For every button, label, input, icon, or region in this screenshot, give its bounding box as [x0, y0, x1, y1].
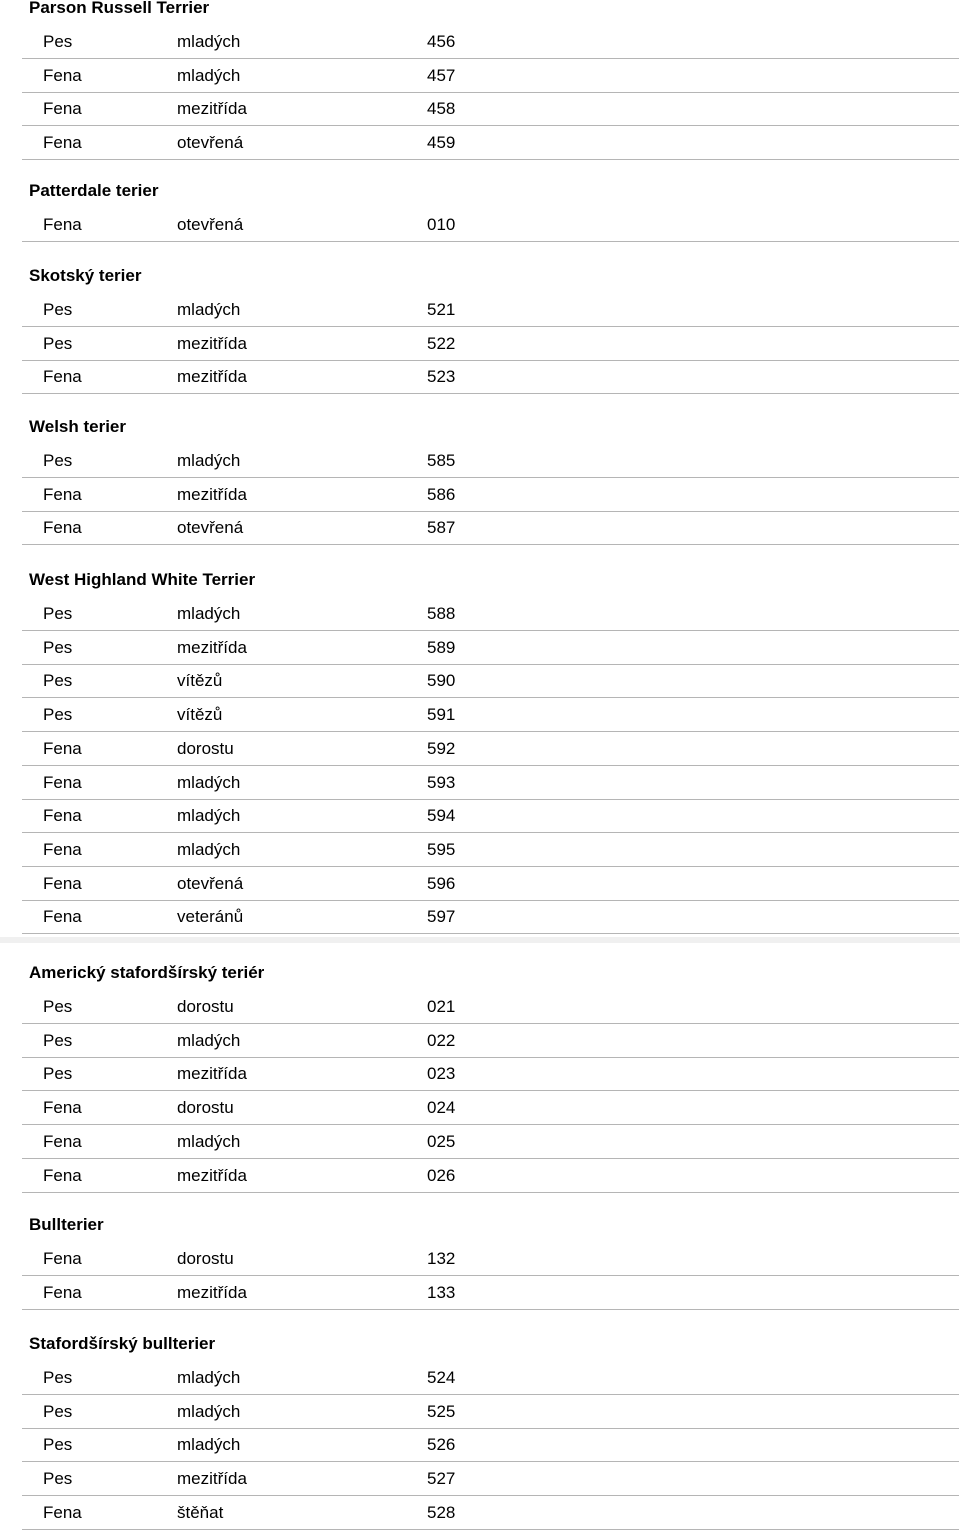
entry-class: mladých [177, 300, 241, 319]
entry-sex: Pes [43, 451, 73, 470]
entry-sex: Pes [43, 1435, 73, 1454]
entry-class: mezitřída [177, 1166, 247, 1185]
entry-class: mladých [177, 604, 241, 623]
entry-row [22, 511, 959, 545]
entry-number: 525 [427, 1402, 456, 1421]
entry-row [22, 664, 959, 698]
entry-number: 527 [427, 1469, 456, 1488]
entry-number: 526 [427, 1435, 456, 1454]
breed-heading: Parson Russell Terrier [29, 0, 210, 17]
entry-sex: Pes [43, 997, 73, 1016]
breed-heading: Patterdale terier [29, 181, 159, 200]
entry-number: 521 [427, 300, 456, 319]
entry-number: 010 [427, 215, 456, 234]
entry-number: 593 [427, 773, 456, 792]
entry-sex: Pes [43, 604, 73, 623]
entry-class: mezitřída [177, 638, 247, 657]
entry-sex: Pes [43, 334, 73, 353]
entry-row [22, 900, 959, 934]
entry-row [22, 25, 959, 59]
entry-number: 596 [427, 874, 456, 893]
breed-heading: Welsh terier [29, 417, 127, 436]
entry-row [22, 833, 959, 867]
entry-number: 590 [427, 671, 456, 690]
breed-heading: Bullterier [29, 1215, 104, 1234]
row-divider [22, 933, 959, 934]
entry-class: mladých [177, 840, 241, 859]
entry-sex: Fena [43, 66, 82, 85]
entry-row [22, 867, 959, 901]
entry-class: dorostu [177, 1249, 234, 1268]
row-divider [22, 1309, 959, 1310]
entry-number: 459 [427, 133, 456, 152]
entry-class: otevřená [177, 518, 244, 537]
entry-sex: Pes [43, 705, 73, 724]
entry-number: 522 [427, 334, 456, 353]
entry-class: mladých [177, 1031, 241, 1050]
entry-row [22, 1276, 959, 1310]
entry-number: 524 [427, 1368, 456, 1387]
entry-sex: Fena [43, 367, 82, 386]
entry-sex: Fena [43, 1249, 82, 1268]
entry-number: 585 [427, 451, 456, 470]
entry-number: 586 [427, 485, 456, 504]
entry-row [22, 1462, 959, 1496]
row-divider [22, 1529, 959, 1530]
entry-class: mladých [177, 1402, 241, 1421]
entry-row [22, 1125, 959, 1159]
entry-number: 021 [427, 997, 456, 1016]
entry-number: 588 [427, 604, 456, 623]
entry-row [22, 126, 959, 160]
entry-class: mezitřída [177, 99, 247, 118]
entry-class: mezitřída [177, 1064, 247, 1083]
entry-row [22, 1496, 959, 1530]
entry-number: 022 [427, 1031, 456, 1050]
row-divider [22, 159, 959, 160]
entry-class: mladých [177, 806, 241, 825]
entry-sex: Fena [43, 485, 82, 504]
entry-number: 132 [427, 1249, 456, 1268]
entry-row [22, 59, 959, 93]
entry-sex: Fena [43, 1503, 82, 1522]
entry-class: otevřená [177, 215, 244, 234]
row-divider [22, 393, 959, 394]
entry-row [22, 1057, 959, 1091]
entry-row [22, 698, 959, 732]
entry-sex: Pes [43, 1031, 73, 1050]
entry-row [22, 208, 959, 242]
entry-number: 595 [427, 840, 456, 859]
entry-number: 528 [427, 1503, 456, 1522]
entry-number: 594 [427, 806, 456, 825]
entry-sex: Fena [43, 907, 82, 926]
entry-number: 591 [427, 705, 456, 724]
entry-number: 587 [427, 518, 456, 537]
entry-row [22, 1024, 959, 1058]
entry-sex: Fena [43, 1098, 82, 1117]
entry-sex: Pes [43, 1368, 73, 1387]
entry-class: mladých [177, 1368, 241, 1387]
entry-sex: Fena [43, 773, 82, 792]
entry-row [22, 478, 959, 512]
entry-class: otevřená [177, 874, 244, 893]
entry-sex: Fena [43, 874, 82, 893]
entry-row [22, 293, 959, 327]
entry-sex: Fena [43, 518, 82, 537]
entry-row [22, 1091, 959, 1125]
entry-number: 026 [427, 1166, 456, 1185]
entry-class: mladých [177, 32, 241, 51]
entry-class: otevřená [177, 133, 244, 152]
entry-class: mladých [177, 773, 241, 792]
entry-class: štěňat [177, 1503, 224, 1522]
entry-sex: Fena [43, 133, 82, 152]
entry-class: mezitřída [177, 485, 247, 504]
entry-sex: Fena [43, 1283, 82, 1302]
entry-number: 133 [427, 1283, 456, 1302]
entry-row [22, 597, 959, 631]
entry-sex: Pes [43, 671, 73, 690]
entry-sex: Pes [43, 1064, 73, 1083]
entry-class: dorostu [177, 1098, 234, 1117]
entry-class: mladých [177, 1435, 241, 1454]
entry-sex: Pes [43, 1402, 73, 1421]
entry-row [22, 766, 959, 800]
entry-sex: Pes [43, 300, 73, 319]
entry-sex: Fena [43, 840, 82, 859]
entry-row [22, 444, 959, 478]
breed-heading: Stafordšírský bullterier [29, 1334, 216, 1353]
entry-number: 592 [427, 739, 456, 758]
entry-sex: Fena [43, 739, 82, 758]
entry-sex: Fena [43, 1132, 82, 1151]
entry-row [22, 799, 959, 833]
entry-class: mladých [177, 1132, 241, 1151]
entry-class: vítězů [177, 705, 223, 724]
entry-row [22, 631, 959, 665]
entry-number: 523 [427, 367, 456, 386]
entry-number: 456 [427, 32, 456, 51]
row-divider [22, 544, 959, 545]
entry-class: mezitřída [177, 367, 247, 386]
entry-class: mezitřída [177, 1469, 247, 1488]
entry-sex: Pes [43, 1469, 73, 1488]
breed-heading: Americký stafordšírský teriér [29, 963, 265, 982]
entry-sex: Fena [43, 806, 82, 825]
entry-sex: Pes [43, 638, 73, 657]
page-break [0, 937, 960, 943]
entry-class: mezitřída [177, 334, 247, 353]
entry-number: 457 [427, 66, 456, 85]
entry-class: mladých [177, 66, 241, 85]
breed-heading: Skotský terier [29, 266, 142, 285]
entry-row [22, 1159, 959, 1193]
entry-class: veteránů [177, 907, 244, 926]
entry-row [22, 732, 959, 766]
entry-number: 458 [427, 99, 456, 118]
entry-row [22, 327, 959, 361]
entry-row [22, 360, 959, 394]
entry-class: vítězů [177, 671, 223, 690]
entry-sex: Fena [43, 99, 82, 118]
entry-row [22, 1428, 959, 1462]
entry-row [22, 1361, 959, 1395]
entry-class: mezitřída [177, 1283, 247, 1302]
entry-sex: Fena [43, 1166, 82, 1185]
row-divider [22, 241, 959, 242]
entry-row [22, 1395, 959, 1429]
row-divider [22, 1192, 959, 1193]
entry-class: dorostu [177, 739, 234, 758]
entry-number: 023 [427, 1064, 456, 1083]
entry-row [22, 92, 959, 126]
entry-sex: Pes [43, 32, 73, 51]
entry-number: 589 [427, 638, 456, 657]
entry-sex: Fena [43, 215, 82, 234]
entry-row [22, 1242, 959, 1276]
entry-number: 024 [427, 1098, 456, 1117]
entry-row [22, 990, 959, 1024]
breed-heading: West Highland White Terrier [29, 570, 256, 589]
entry-number: 597 [427, 907, 456, 926]
entry-number: 025 [427, 1132, 456, 1151]
entry-class: mladých [177, 451, 241, 470]
entry-class: dorostu [177, 997, 234, 1016]
